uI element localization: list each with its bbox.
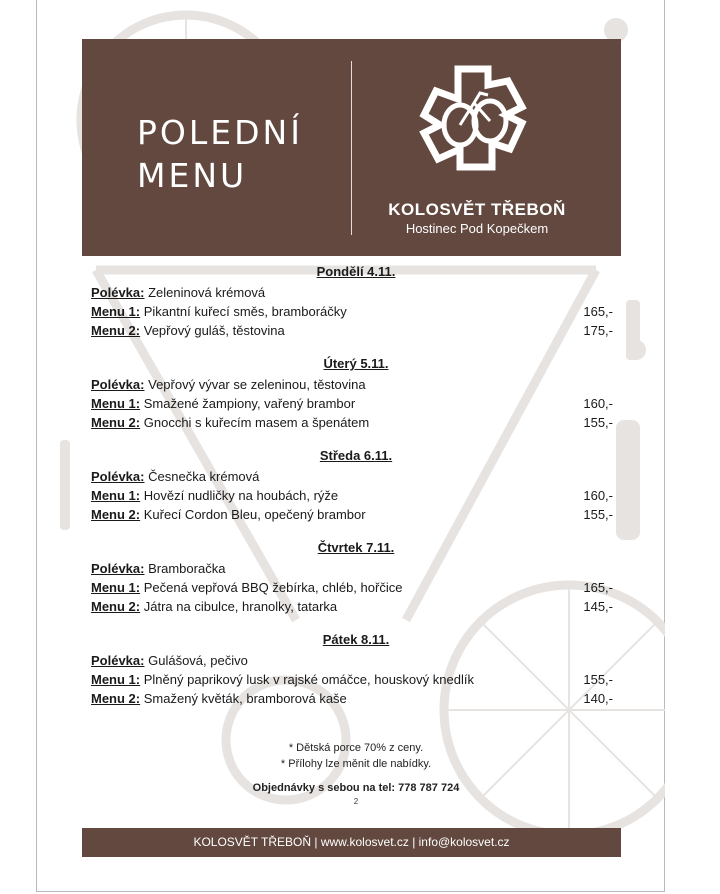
footer-contact: KOLOSVĚT TŘEBOŇ | www.kolosvet.cz | info@kolosvet.cz — [193, 835, 510, 849]
brand-subtitle: Hostinec Pod Kopečkem — [405, 221, 549, 236]
menu-item — [91, 375, 621, 394]
day-title: Úterý 5.11. — [323, 356, 389, 371]
weekly-menu — [91, 262, 621, 722]
item-price: 165,- — [583, 580, 613, 595]
item-label: Polévka: — [91, 561, 145, 576]
menu-header-banner — [82, 39, 621, 256]
item-text: Pikantní kuřecí směs, bramboráčky — [143, 304, 347, 319]
note-children-portion: * Dětská porce 70% z ceny. — [288, 742, 424, 754]
header-divider — [351, 61, 352, 235]
footer-bar — [82, 828, 621, 857]
item-label: Menu 1: — [91, 488, 141, 503]
item-text: Vepřový guláš, těstovina — [143, 323, 285, 338]
item-text: Česnečka krémová — [148, 469, 260, 484]
item-text: Hovězí nudličky na houbách, rýže — [143, 488, 339, 503]
item-label: Menu 2: — [91, 599, 141, 614]
item-label: Menu 1: — [91, 304, 141, 319]
item-price: 155,- — [583, 415, 613, 430]
menu-item — [91, 670, 621, 689]
page-title — [137, 111, 303, 197]
menu-item — [91, 651, 621, 670]
menu-notes — [91, 740, 621, 772]
day-block — [91, 446, 621, 524]
item-price: 175,- — [583, 323, 613, 338]
day-title: Čtvrtek 7.11. — [317, 540, 395, 555]
takeaway-order-info: Objednávky s sebou na tel: 778 787 724 — [252, 782, 460, 794]
item-text: Smažené žampiony, vařený brambor — [143, 396, 356, 411]
title-line-2: MENU — [137, 156, 248, 195]
item-price: 160,- — [583, 396, 613, 411]
day-block — [91, 630, 621, 708]
item-text: Játra na cibulce, hranolky, tatarka — [143, 599, 338, 614]
menu-item — [91, 597, 621, 616]
item-text: Pečená vepřová BBQ žebírka, chléb, hořčice — [143, 580, 403, 595]
item-price: 155,- — [583, 507, 613, 522]
menu-item — [91, 505, 621, 524]
item-price: 160,- — [583, 488, 613, 503]
menu-item — [91, 321, 621, 340]
menu-item — [91, 467, 621, 486]
day-title: Středa 6.11. — [319, 448, 393, 463]
item-text: Bramboračka — [148, 561, 226, 576]
day-title: Pondělí 4.11. — [316, 264, 396, 279]
bicycle-logo-icon — [410, 63, 540, 189]
item-price: 140,- — [583, 691, 613, 706]
item-label: Menu 1: — [91, 672, 141, 687]
menu-item — [91, 394, 621, 413]
day-block — [91, 262, 621, 340]
item-text: Smažený květák, bramborová kaše — [143, 691, 347, 706]
menu-item — [91, 689, 621, 708]
menu-item — [91, 302, 621, 321]
title-line-1: POLEDNÍ — [137, 113, 303, 152]
item-text: Zeleninová krémová — [148, 285, 266, 300]
menu-item — [91, 413, 621, 432]
item-label: Polévka: — [91, 377, 145, 392]
item-text: Plněný paprikový lusk v rajské omáčce, houskový knedlík — [143, 672, 474, 687]
item-price: 155,- — [583, 672, 613, 687]
item-label: Menu 2: — [91, 507, 141, 522]
menu-item — [91, 578, 621, 597]
item-label: Polévka: — [91, 469, 145, 484]
day-title: Pátek 8.11. — [322, 632, 390, 647]
item-label: Menu 2: — [91, 415, 141, 430]
item-text: Gulášová, pečivo — [148, 653, 248, 668]
item-text: Gnocchi s kuřecím masem a špenátem — [143, 415, 370, 430]
day-block — [91, 538, 621, 616]
item-label: Menu 2: — [91, 323, 141, 338]
item-label: Polévka: — [91, 285, 145, 300]
item-text: Kuřecí Cordon Bleu, opečený brambor — [143, 507, 366, 522]
item-label: Menu 1: — [91, 396, 141, 411]
menu-item — [91, 283, 621, 302]
item-text: Vepřový vývar se zeleninou, těstovina — [148, 377, 366, 392]
page-number: 2 — [353, 797, 359, 806]
menu-item — [91, 486, 621, 505]
menu-item — [91, 559, 621, 578]
item-price: 165,- — [583, 304, 613, 319]
item-label: Menu 1: — [91, 580, 141, 595]
brand-name: KOLOSVĚT TŘEBOŇ — [388, 200, 566, 219]
item-label: Polévka: — [91, 653, 145, 668]
item-price: 145,- — [583, 599, 613, 614]
day-block — [91, 354, 621, 432]
item-label: Menu 2: — [91, 691, 141, 706]
note-side-dishes: * Přílohy lze měnit dle nabídky. — [280, 758, 432, 770]
